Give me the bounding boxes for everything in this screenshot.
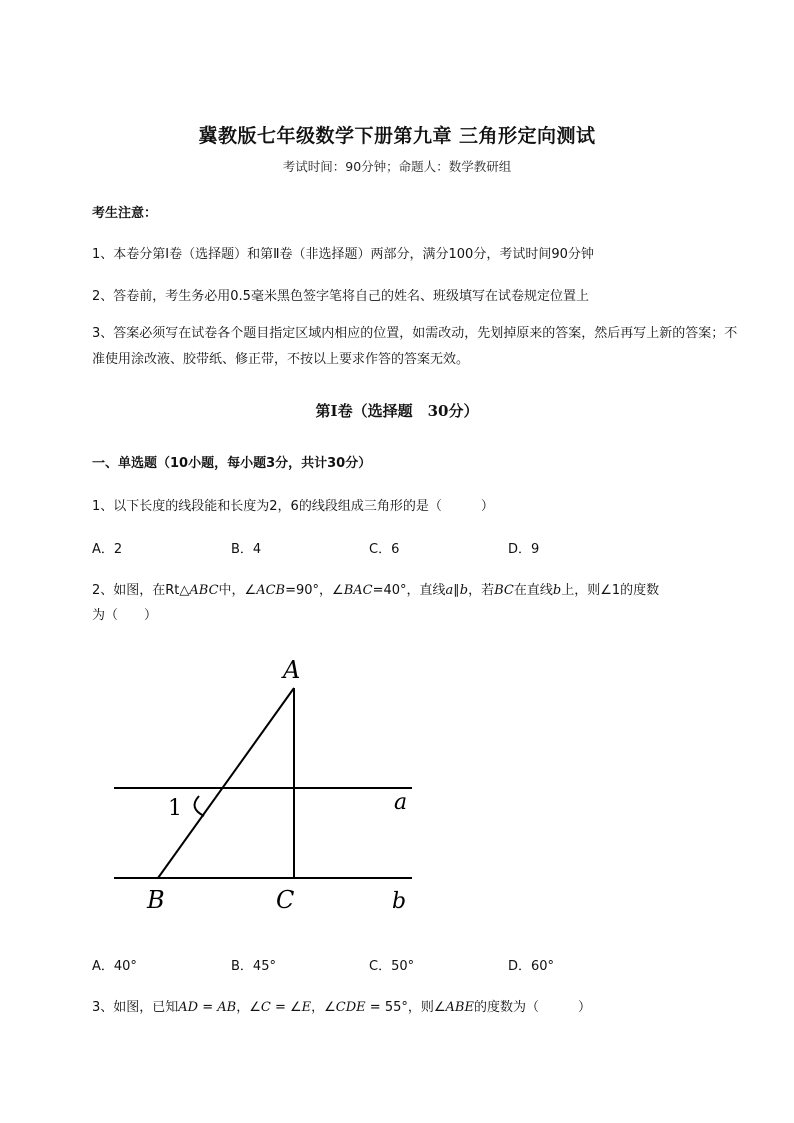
section-title: 第I卷（选择题 30分）: [315, 402, 479, 420]
label-line-a: a: [394, 790, 408, 815]
question-1-stem: 1、以下长度的线段能和长度为2，6的线段组成三角形的是（ ）: [92, 499, 494, 514]
page-subtitle: 考试时间：90分钟；命题人：数学教研组: [282, 159, 512, 174]
notice-item-1: 1、本卷分第I卷（选择题）和第Ⅱ卷（非选择题）两部分，满分100分，考试时间90分钟: [92, 247, 594, 262]
question-1-option-c[interactable]: C．6: [369, 542, 400, 557]
question-2-option-b[interactable]: B．45°: [231, 959, 276, 974]
notice-heading: 考生注意：: [92, 206, 158, 221]
angle-1-arc: [195, 796, 204, 816]
label-b-point: B: [147, 886, 165, 914]
question-2-stem-line2: 为（ ）: [92, 608, 158, 623]
page-title: 冀教版七年级数学下册第九章 三角形定向测试: [198, 125, 596, 147]
question-1-option-d[interactable]: D．9: [508, 542, 540, 557]
question-2-option-c[interactable]: C．50°: [369, 959, 415, 974]
segment-ab: [158, 688, 294, 878]
label-angle-1: 1: [168, 796, 182, 821]
question-2-option-d[interactable]: D．60°: [508, 959, 555, 974]
question-1-option-a[interactable]: A．2: [92, 542, 123, 557]
label-c-point: C: [276, 886, 295, 914]
label-a-point: A: [283, 656, 301, 684]
question-2-stem: 2、如图，在Rt△ABC中，∠ACB=90°，∠BAC=40°，直线a∥b，若BC在直线b上，则∠1的度数: [92, 583, 660, 598]
question-2-figure: [100, 650, 430, 920]
question-2-option-a[interactable]: A．40°: [92, 959, 137, 974]
question-1-option-b[interactable]: B．4: [231, 542, 262, 557]
label-line-b: b: [392, 889, 407, 914]
part-heading: 一、单选题（10小题，每小题3分，共计30分）: [92, 456, 372, 471]
question-3-stem: 3、如图，已知AD = AB，∠C = ∠E，∠CDE = 55°，则∠ABE的度数为（ ）: [92, 1000, 591, 1015]
notice-item-3: 3、答案必须写在试卷各个题目指定区域内相应的位置，如需改动，先划掉原来的答案，然后再写上新的答案；不准使用涂改液、胶带纸、修正带，不按以上要求作答的答案无效。: [92, 326, 738, 367]
notice-item-2: 2、答卷前，考生务必用0.5毫米黑色签字笔将自己的姓名、班级填写在试卷规定位置上: [92, 289, 589, 304]
